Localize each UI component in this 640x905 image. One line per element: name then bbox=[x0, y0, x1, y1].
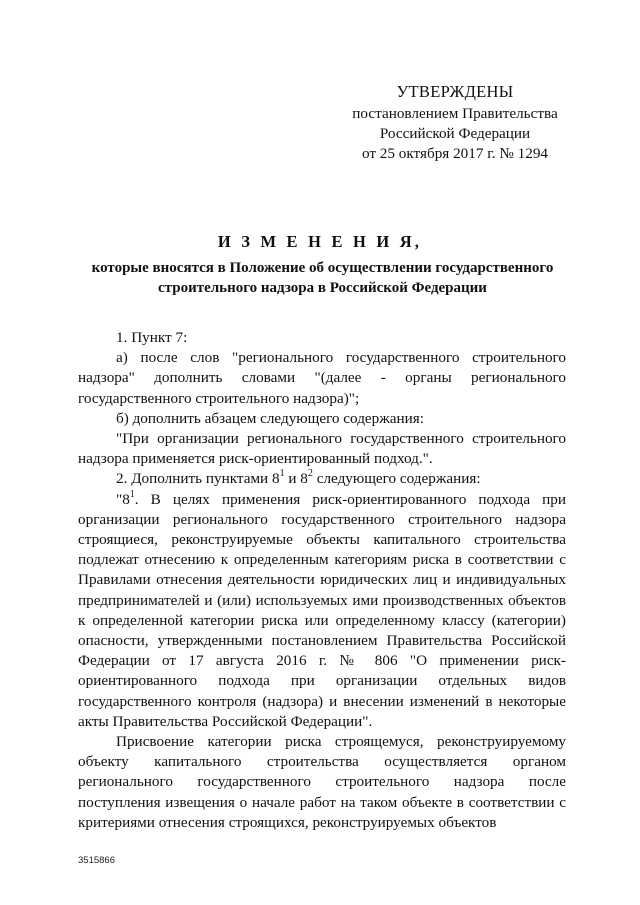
paragraph-item-1a: а) после слов "регионального государственного строительного надзора" дополнить словами "(далее - органы регионального государственного строительного надзора)"; bbox=[78, 349, 566, 407]
paragraph-item-2 bbox=[78, 469, 566, 489]
document-code: 3515866 bbox=[78, 855, 115, 866]
paragraph-item-2-text-c: следующего содержания: bbox=[312, 470, 481, 488]
approval-stamp bbox=[345, 82, 565, 164]
paragraph-item-2-text-b: и 8 bbox=[284, 470, 308, 488]
paragraph-risk-assignment: Присвоение категории риска строящемуся, реконструируемому объекту капитального строительства осуществляется органом регионального государственного строительного надзора после поступления извещения о начале работ на таком объекте в соответствии с критериями отнесения строящихся, реконструируемых объектов bbox=[78, 733, 566, 831]
document-body bbox=[78, 328, 566, 833]
document-subtitle: которые вносятся в Положение об осуществлении государственного строительного надзора в Российской Федерации bbox=[91, 260, 554, 296]
superscript-8-1: 1 bbox=[129, 488, 135, 500]
paragraph-8-1-number: "8 bbox=[116, 490, 130, 508]
approval-line-2: Российской Федерации bbox=[379, 125, 531, 142]
paragraph-8-1 bbox=[78, 490, 566, 732]
document-title: И З М Е Н Е Н И Я, bbox=[217, 232, 423, 251]
paragraph-item-1b: б) дополнить абзацем следующего содержания: bbox=[116, 409, 424, 427]
approval-title: УТВЕРЖДЕНЫ bbox=[396, 82, 514, 101]
paragraph-item-2-text-a: 2. Дополнить пунктами 8 bbox=[116, 470, 280, 488]
paragraph-8-1-text: . В целях применения риск-ориентированного подхода при организации регионального государственного строительного надзора строящиеся, реконструируемые объекты капитального строительства подлежат отнесению к определенным категориям риска в соответствии с Правилами отнесения деятельности юридических лиц и индивидуальных предпринимателей и (или) используемых ими производственных объектов к определенной категории риска или определенному классу (категории) опасности, утвержденными постановлением Правительства Российской Федерации от 17 августа 2016 г. № 806 "О применении риск-ориентированного подхода при организации отдельных видов государственного контроля (надзора) и внесении изменений в некоторые акты Правительства Российской Федерации". bbox=[78, 490, 566, 730]
approval-line-3: от 25 октября 2017 г. № 1294 bbox=[361, 145, 549, 162]
approval-line-1: постановлением Правительства bbox=[352, 105, 558, 122]
superscript-1: 1 bbox=[279, 468, 285, 480]
paragraph-item-1: 1. Пункт 7: bbox=[116, 329, 188, 346]
superscript-2: 2 bbox=[307, 468, 313, 480]
paragraph-quote-1: "При организации регионального государственного строительного надзора применяется риск-ориентированный подход.". bbox=[78, 430, 566, 468]
